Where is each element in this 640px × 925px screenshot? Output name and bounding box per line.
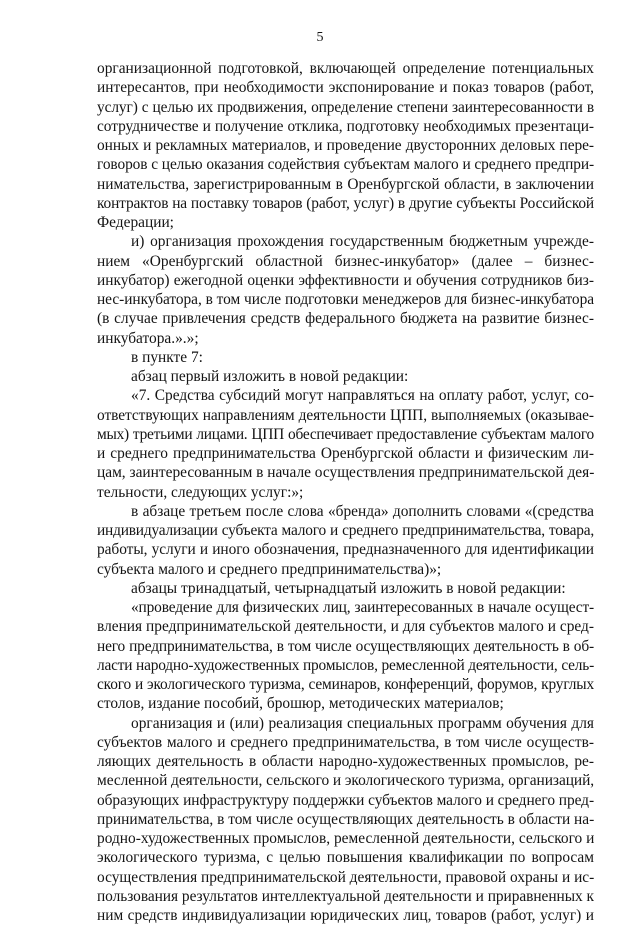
text-line: принимательства, в том числе осуществляющих деятельность в области на- xyxy=(97,810,595,828)
text-line: инкубатора.».»; xyxy=(97,329,199,347)
text-line: ласти народно-художественных промыслов, ремесленной деятельности, сель- xyxy=(97,656,594,674)
body-text xyxy=(97,59,594,925)
text-line: услуг) с целью их продвижения, определение степени заинтересованности в xyxy=(97,98,594,116)
text-line: образующих инфраструктуру поддержки субъектов малого и среднего пред- xyxy=(97,791,595,809)
text-line: индивидуализации субъекта малого и среднего предпринимательства, товара, xyxy=(97,522,594,539)
text-line: и) организация прохождения государственным бюджетным учрежде- xyxy=(131,233,594,251)
text-line: мых) третьими лицами. ЦПП обеспечивает предоставление субъектам малого xyxy=(97,425,594,443)
text-line: нием «Оренбургский областной бизнес-инкубатор» (далее – бизнес- xyxy=(97,252,594,270)
text-line: месленной деятельности, сельского и экологического туризма, организаций, xyxy=(97,772,595,790)
text-line: «7. Средства субсидий могут направляться на оплату работ, услуг, со- xyxy=(131,387,594,405)
text-line: экологического туризма, с целью повышения квалификации по вопросам xyxy=(97,849,594,867)
text-line: нес-инкубатора, в том числе подготовки менеджеров для бизнес-инкубатора xyxy=(97,291,594,308)
text-line: в абзаце третьем после слова «бренда» дополнить словами «(средства xyxy=(131,502,594,520)
text-line: цам, заинтересованным в начале осуществления предпринимательской дея- xyxy=(97,464,595,482)
text-line: интересантов, при необходимости экспонирование и показ товаров (работ, xyxy=(97,79,594,97)
text-line: сотрудничестве и получение отклика, подготовку необходимых презентаци- xyxy=(97,117,594,135)
text-line: осуществления предпринимательской деятельности, правовой охраны и ис- xyxy=(97,868,595,886)
text-line: ответствующих направлениям деятельности ЦПП, выполняемых (оказывае- xyxy=(97,406,594,424)
text-line: и среднего предпринимательства Оренбургской области и физическим ли- xyxy=(97,445,594,462)
text-line: контрактов на поставку товаров (работ, услуг) в другие субъекты Российской xyxy=(97,194,594,212)
text-line: «проведение для физических лиц, заинтересованных в начале осущест- xyxy=(131,599,594,616)
text-line: тельности, следующих услуг:»; xyxy=(97,483,304,501)
text-line: пользования результатов интеллектуальной деятельности и приравненных к xyxy=(97,887,594,905)
text-line: ского и экологического туризма, семинаров, конференций, форумов, круглых xyxy=(97,676,594,693)
text-line: ним средств индивидуализации юридических лиц, товаров (работ, услуг) и xyxy=(97,907,594,924)
text-line: абзац первый изложить в новой редакции: xyxy=(131,368,409,385)
text-line: онных и рекламных материалов, и проведение двусторонних деловых пере- xyxy=(97,137,594,154)
text-line: нимательства, зарегистрированным в Оренбургской области, в заключении xyxy=(97,175,594,193)
text-line: субъектов малого и среднего предпринимательства, в том числе осуществ- xyxy=(97,733,594,751)
text-line: вления предпринимательской деятельности, и для субъектов малого и сред- xyxy=(97,618,594,636)
text-line: ляющих деятельность в области народно-художественных промыслов, ре- xyxy=(97,753,594,770)
text-line: столов, издание пособий, брошюр, методических материалов; xyxy=(97,695,504,713)
text-line: родно-художественных промыслов, ремесленной деятельности, сельского и xyxy=(97,830,595,847)
text-line: работы, услуги и иного обозначения, предназначенного для идентификации xyxy=(97,541,594,559)
text-line: в пункте 7: xyxy=(131,348,203,366)
page-number: 5 xyxy=(316,30,324,45)
text-line: (в случае привлечения средств федерального бюджета на развитие бизнес- xyxy=(97,310,594,328)
text-line: организационной подготовкой, включающей определение потенциальных xyxy=(97,60,594,77)
text-line: говоров с целью оказания содействия субъектам малого и среднего предпри- xyxy=(97,156,594,174)
text-line: Федерации; xyxy=(97,214,174,231)
text-line: субъекта малого и среднего предпринимательства)»; xyxy=(97,560,442,578)
text-line: абзацы тринадцатый, четырнадцатый изложить в новой редакции: xyxy=(131,579,566,597)
text-line: инкубатор) ежегодной оценки эффективности и обучения сотрудников биз- xyxy=(97,271,594,289)
text-line: организация и (или) реализация специальных программ обучения для xyxy=(131,714,594,732)
text-line: него предпринимательства, в том числе осуществляющих деятельность в об- xyxy=(97,637,594,655)
